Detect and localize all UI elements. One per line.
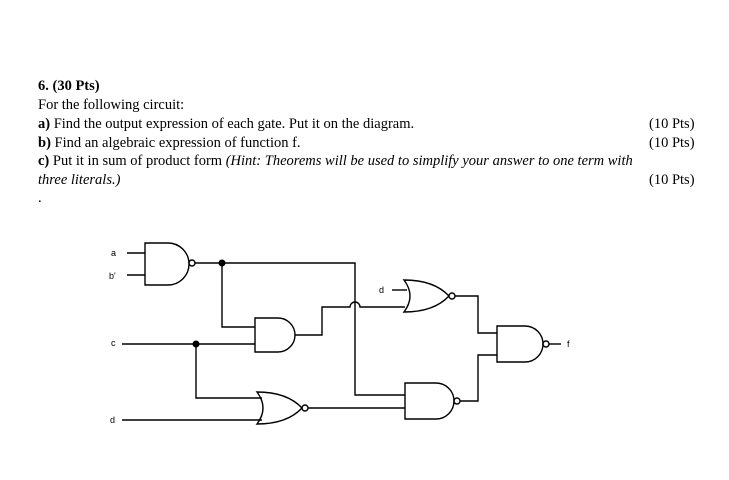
- part-c-hint-line2: three literals.): [38, 172, 121, 188]
- wire-and3-out: [460, 355, 497, 401]
- and-gate-1-bubble: [189, 260, 195, 266]
- part-a-points: (10 Pts): [649, 116, 695, 132]
- part-c-hint-line1: (Hint: Theorems will be used to simplify your answer to one term with: [225, 153, 633, 169]
- label-d-top: d: [379, 285, 385, 295]
- and-gate-1: [145, 243, 189, 285]
- or-gate-1: [404, 280, 449, 312]
- label-b-prime: b': [109, 271, 116, 281]
- junction-dot-1: [219, 260, 226, 267]
- problem-intro: For the following circuit:: [38, 97, 185, 113]
- wire-c-branch: [196, 344, 262, 398]
- part-a-label: a): [38, 116, 51, 132]
- label-c: c: [111, 338, 116, 348]
- part-b-text: Find an algebraic expression of function f.: [50, 135, 301, 151]
- part-c-text: Put it in sum of product form: [49, 153, 226, 169]
- label-d-bottom: d: [110, 415, 116, 425]
- and-gate-3: [405, 383, 454, 419]
- label-a: a: [111, 248, 117, 258]
- and-gate-2: [255, 318, 295, 352]
- label-f: f: [567, 339, 570, 349]
- and-gate-4-bubble: [543, 341, 549, 347]
- stray-mark: .: [38, 190, 42, 206]
- junction-dot-2: [193, 341, 200, 348]
- wire-g1-branch: [222, 263, 255, 327]
- part-c-label: c): [38, 153, 50, 169]
- problem-number: 6. (30 Pts): [38, 78, 100, 94]
- wire-g2-out: [295, 302, 405, 335]
- or-gate-2: [257, 392, 302, 424]
- wire-g1-out: [195, 263, 405, 395]
- and-gate-3-bubble: [454, 398, 460, 404]
- part-b-points: (10 Pts): [649, 135, 695, 151]
- and-gate-4: [497, 326, 543, 362]
- part-c-points: (10 Pts): [649, 172, 695, 188]
- part-b-label: b): [38, 135, 51, 151]
- part-a-text: Find the output expression of each gate. Put it on the diagram.: [50, 116, 415, 132]
- wire-or1-out: [455, 296, 497, 333]
